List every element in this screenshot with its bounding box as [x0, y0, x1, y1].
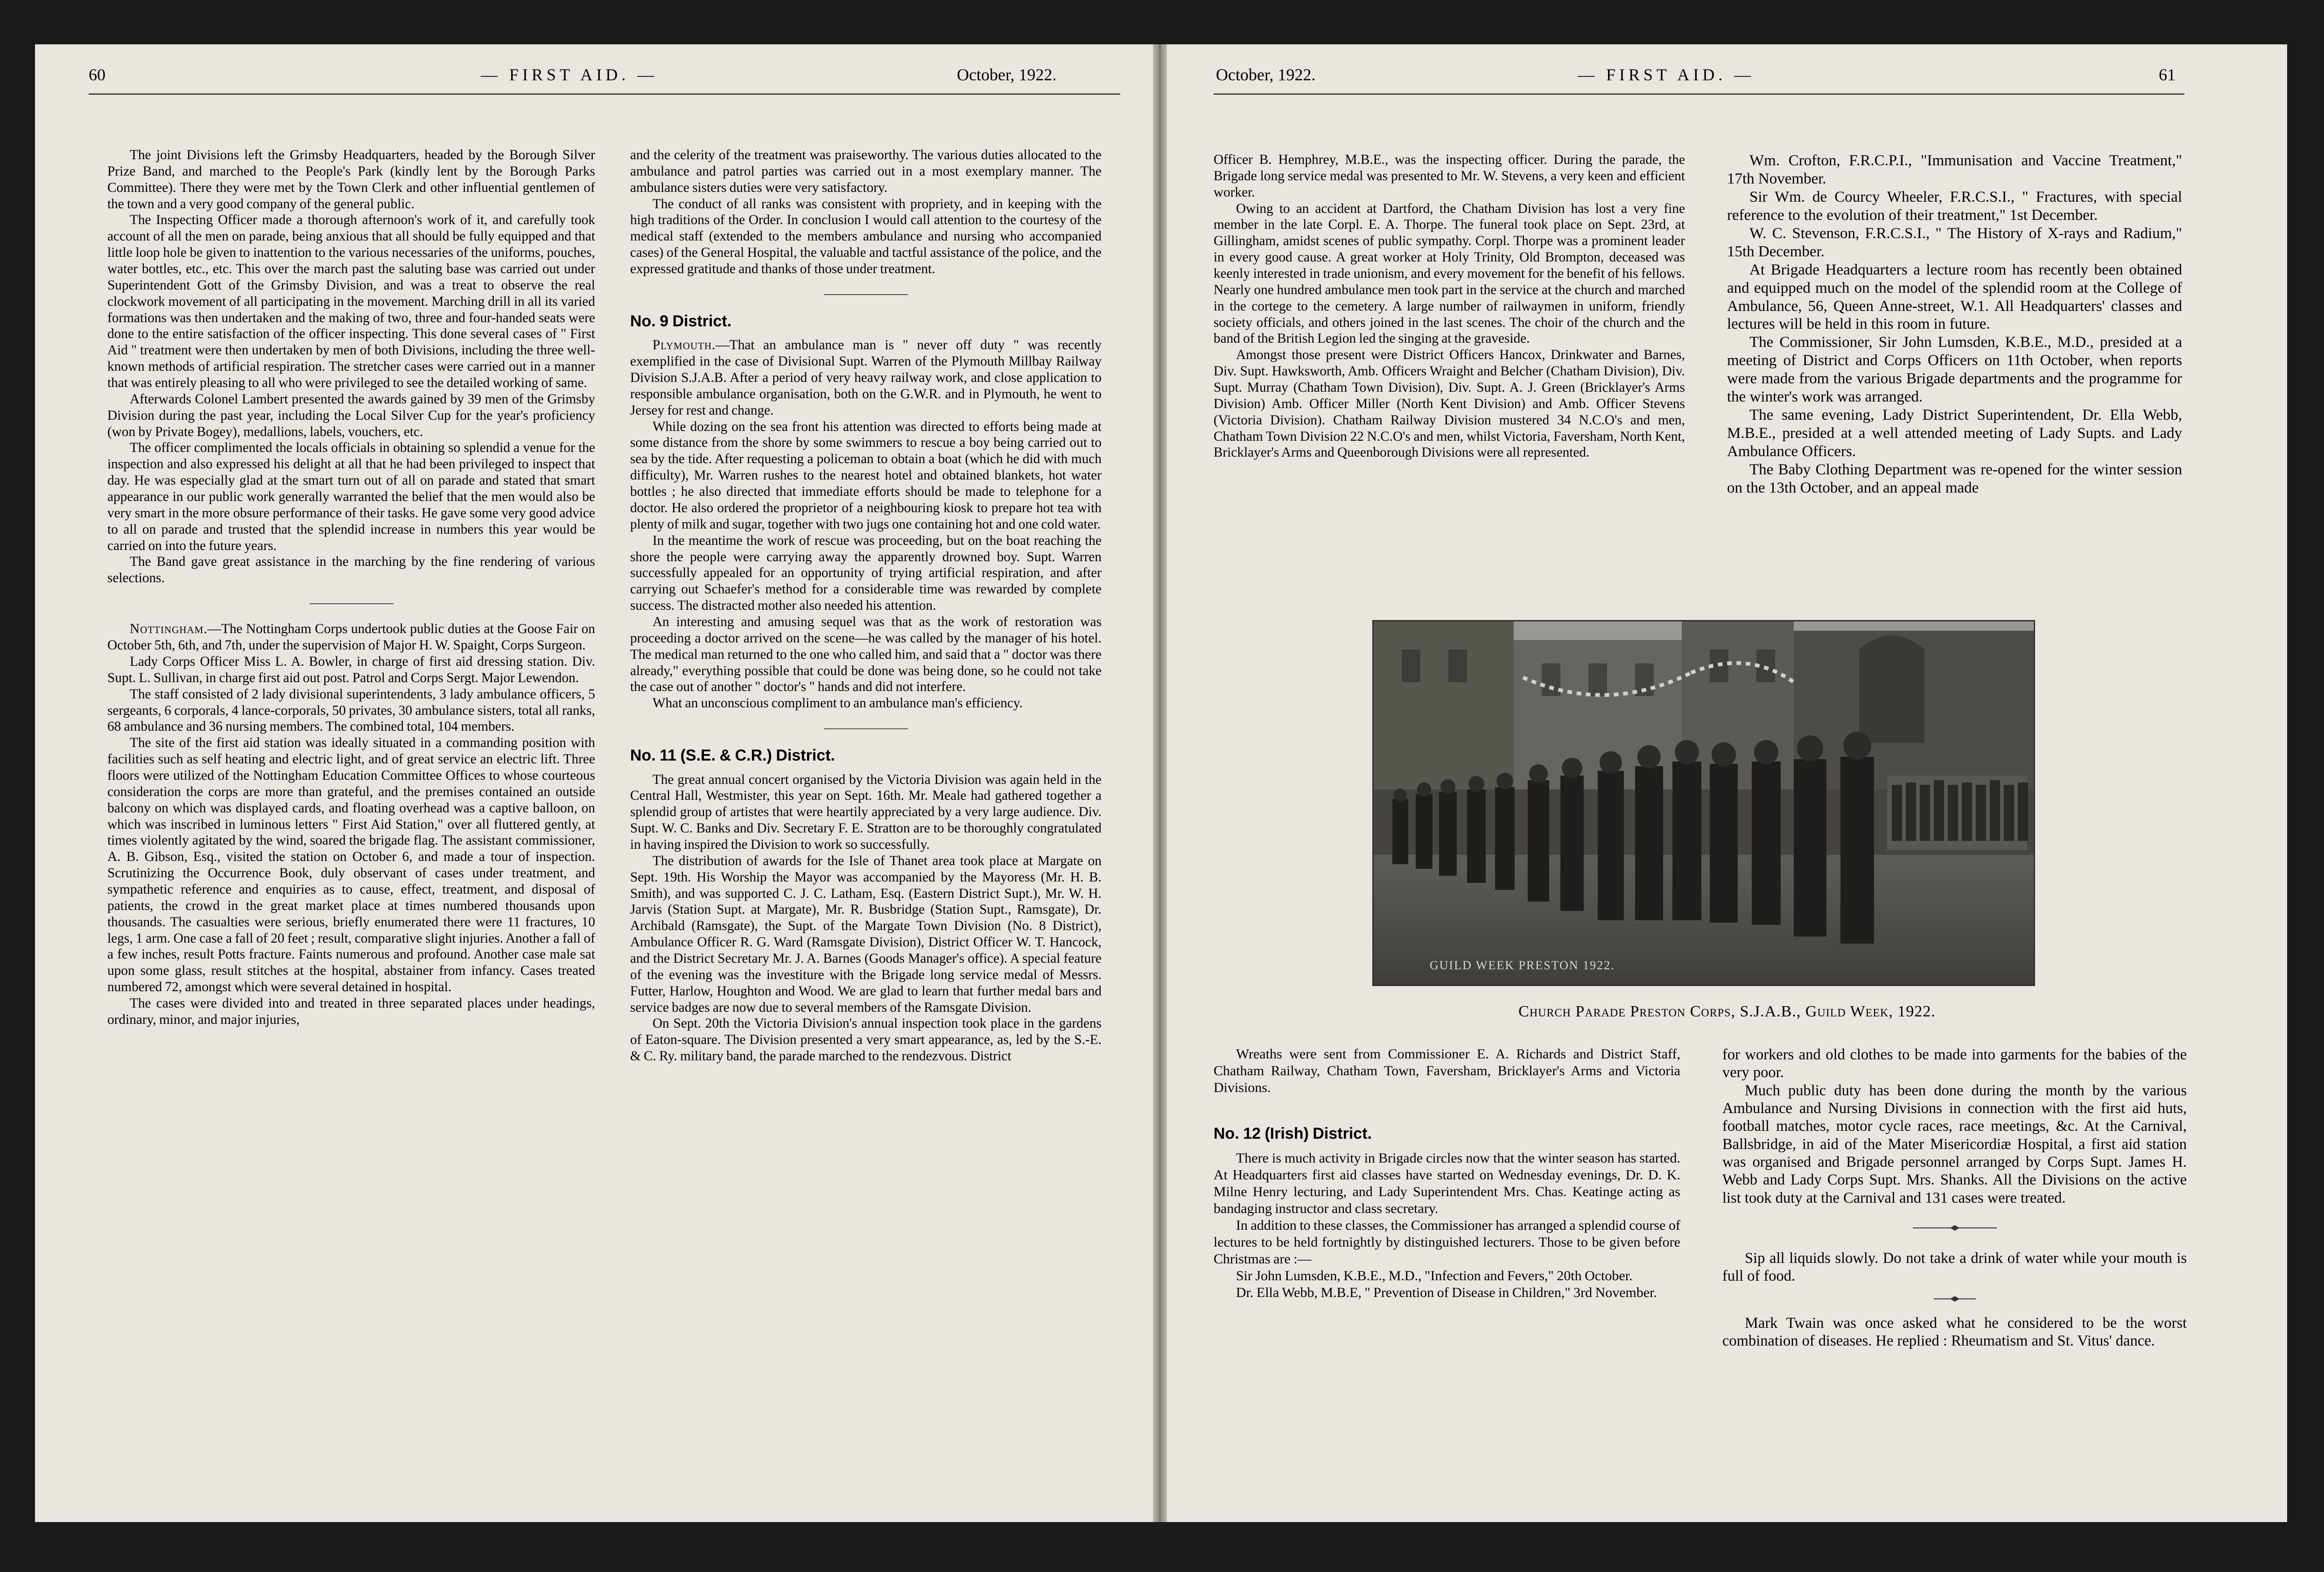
paragraph-text: —That an ambulance man is " never off duty " was recently exemplified in the case of Divisional Supt. Warren of the Plymouth Millbay Railway Division S.J.A.B. After a period of very heavy railway work, and close application to responsible ambulance organisation, both on the G.W.R. and in Plymouth, he went to Jersey for rest and change. [630, 338, 1102, 418]
paragraph: Wm. Crofton, F.R.C.P.I., "Immunisation and Vaccine Treatment," 17th November. [1727, 152, 2182, 187]
paragraph: Owing to an accident at Dartford, the Chatham Division has lost a very fine member in the late Corpl. E. A. Thorpe. The funeral took place on Sept. 23rd, at Gillingham, amidst scenes of public sympathy. Corpl. Thorpe was a prominent leader in every good cause. A great worker at Holy Trinity, Old Brompton, deceased was keenly interested in trade unionism, and every movement for the benefit of his fellows. Nearly one hundred ambulance men took part in the service at the church and marched in the cortege to the cemetery. A large number of railwaymen in uniform, friendly society officials, and others joined in the last scenes. The choir of the church and the band of the British Legion led the singing at the graveside. [1214, 201, 1685, 346]
header-rule-left [89, 93, 1120, 95]
ornament-divider [1722, 1291, 2187, 1306]
paragraph: Afterwards Colonel Lambert presented the awards gained by 39 men of the Grimsby Division during the past year, including the Local Silver Cup for the year's proficiency (won by Private Bogey), medallions, labels, vouchers, etc. [107, 391, 595, 439]
section-heading: No. 9 District. [630, 312, 732, 330]
paragraph: The Baby Clothing Department was re-opened for the winter session on the 13th October, and an appeal made [1727, 461, 2182, 496]
paragraph: The conduct of all ranks was consistent with propriety, and in keeping with the high traditions of the Order. In conclusion I would call attention to the courtesy of the medical staff (extended to the members ambulance and nursing who accompanied cases) of the General Hospital, the valuable and tactful assistance of the police, and the expressed gratitude and thanks of those under treatment. [630, 196, 1102, 277]
paragraph: What an unconscious compliment to an ambulance man's efficiency. [653, 696, 1023, 711]
right-column-1-bottom [1214, 1046, 1680, 1301]
paragraph: The cases were divided into and treated in three separated places under headings, ordinary, minor, and major injuries, [107, 995, 595, 1027]
section-divider [824, 728, 908, 729]
ornament-divider [1722, 1221, 2187, 1235]
paragraph: In addition to these classes, the Commissioner has arranged a splendid course of lectures to be held fortnightly by distinguished lecturers. Those to be given before Christmas are :— [1214, 1217, 1680, 1267]
issue-date-left: October, 1922. [957, 65, 1057, 84]
paragraph: The officer complimented the locals officials in obtaining so splendid a venue for the inspection and also expressed his delight at all that he had been privileged to inspect that day. He was especially glad at the smart turn out of all on parade and stated that smart appearance in our public work generally warranted the belief that the men would also be very smart in the more obsure performance of their tasks. He gave some very good advice to all on parade and trusted that the splendid increase in numbers this year would be carried on into the future years. [107, 440, 595, 553]
paragraph: Mark Twain was once asked what he considered to be the worst combination of diseases. He replied : Rheumatism and St. Vitus' dance. [1722, 1315, 2187, 1350]
paragraph: On Sept. 20th the Victoria Division's annual inspection took place in the gardens of Eaton-square. The Division presented a very smart appearance, as, led by the S.-E. & C. Ry. military band, the parade marched to the rendezvous. District [630, 1016, 1102, 1064]
paragraph: Lady Corps Officer Miss L. A. Bowler, in charge of first aid dressing station. Div. Supt. L. Sullivan, in charge first aid out post. Patrol and Corps Sergt. Major Lewendon. [107, 654, 595, 685]
paragraph: At Brigade Headquarters a lecture room has recently been obtained and equipped much on the model of the splendid room at the College of Ambulance, 56, Queen Anne-street, W.1. All Headquarters' classes and lectures will be held in this room in future. [1727, 261, 2182, 333]
paragraph: Amongst those present were District Officers Hancox, Drinkwater and Barnes, Div. Supt. Hawksworth, Amb. Officers Wraight and Belcher (Chatham Division), Div. Supt. Murray (Chatham Town Division), Div. Supt. A. J. Green (Bricklayer's Arms Division) Amb. Officer Miller (North Kent Division) and Amb. Officer Stevens (Victoria Division). Chatham Railway Division mustered 34 N.C.O's and men, Chatham Town Division 22 N.C.O's and men, whilst Victoria, Faversham, North Kent, Bricklayer's Arms and Queenborough Divisions were all represented. [1214, 347, 1685, 460]
paragraph: Much public duty has been done during the month by the various Ambulance and Nursing Divisions in connection with the first aid huts, football matches, motor cycle races, race meetings, &c. At the Carnival, Ballsbridge, in aid of the Mater Misericordiæ Hospital, a first aid station was organised and Brigade personnel arranged by Corps Supt. James H. Webb and Lady Corps Supt. Mrs. Shanks. All the Divisions on the active list took duty at the Carnival and 131 cases were treated. [1722, 1082, 2187, 1206]
paragraph [107, 621, 595, 654]
paragraph: The site of the first aid station was ideally situated in a commanding position with facilities such as self heating and electric light, and of great service an electric lift. Three floors were utilized of the Nottingham Education Committee Offices to whose courteous consideration the corps are more than grateful, and the premises contained an outside balcony on which was displayed cards, and floating overhead was a captive balloon, on which was inscribed in luminous letters " First Aid Station," over all fluttered gently, at times violently agitated by the wind, soared the brigade flag. The assistant commissioner, A. B. Gibson, Esq., visited the station on October 6, and made a tour of inspection. Scrutinizing the Occurrence Book, duly observant of cases under treatment, and sympathetic reference and enquiries as to cause, effect, treatment, and disposal of patients, the crowd in the great market place at times numbered thousands upon thousands. The casualties were serious, briefly enumerated there were 11 fractures, 10 legs, 1 arm. One case a fall of 20 feet ; result, comparative slight injuries. Another a fall of a few inches, result Potts fracture. Faints numerous and profound. Another case male sat upon some glass, result stitches at the hospital, abstainer from infancy. Cases treated numbered 72, amongst which were several detained in hospital. [107, 735, 595, 995]
paragraph: Dr. Ella Webb, M.B.E, " Prevention of Disease in Children," 3rd November. [1236, 1284, 1657, 1300]
issue-date-right: October, 1922. [1216, 65, 1316, 84]
paragraph: The great annual concert organised by the Victoria Division was again held in the Central Hall, Westmister, this year on Sept. 16th. Mr. Meale had gathered together a splendid group of artistes that were heartily appreciated by a very large audience. Div. Supt. W. C. Banks and Div. Secretary F. E. Stratton are to be thoroughly congratulated in having inspired the Division to work so successfully. [630, 772, 1102, 852]
right-column-2-bottom [1722, 1046, 2187, 1350]
left-column-2 [630, 147, 1102, 1064]
ornament-icon [1934, 1296, 1976, 1302]
book-gutter [1153, 44, 1167, 1522]
section-heading: No. 12 (Irish) District. [1214, 1125, 1372, 1142]
photo-caption [1167, 1003, 2287, 1021]
paragraph: An interesting and amusing sequel was that as the work of restoration was proceeding a doctor arrived on the scene—he was called by the manager of his hotel. The medical man returned to the one who called him, and said that a " doctor was there already," everything possible that could be done was being done, so he could not take the case out of another " doctor's " hands and did not interfere. [630, 614, 1102, 695]
paragraph: The Commissioner, Sir John Lumsden, K.B.E., M.D., presided at a meeting of District and Corps Officers on 11th October, when reports were made from the various Brigade departments and the programme for the winter's work was arranged. [1727, 334, 2182, 406]
photo-image [1374, 621, 2034, 985]
header-rule-right [1214, 93, 2184, 95]
paragraph: There is much activity in Brigade circles now that the winter season has started. At Headquarters first aid classes have started on Wednesday evenings, Dr. D. K. Milne Henry lecturing, and Lady Superintendent Mrs. Chas. Keatinge acting as bandaging instructor and class secretary. [1214, 1150, 1680, 1216]
page-number-right: 61 [2159, 65, 2176, 84]
paragraph: Officer B. Hemphrey, M.B.E., was the inspecting officer. During the parade, the Brigade long service medal was presented to Mr. W. Stevens, a very keen and efficient worker. [1214, 152, 1685, 200]
place-lead: Nottingham. [130, 621, 208, 637]
paragraph: The joint Divisions left the Grimsby Headquarters, headed by the Borough Silver Prize Band, and marched to the People's Park (kindly lent by the Borough Parks Committee). There they were met by the Town Clerk and other influential gentlemen of the town and a very good company of the general public. [107, 148, 595, 211]
left-column-1 [107, 147, 595, 1028]
paragraph: Sir Wm. de Courcy Wheeler, F.R.C.S.I., " Fractures, with special reference to the evolution of their treatment," 1st December. [1727, 188, 2182, 224]
paragraph: While dozing on the sea front his attention was directed to efforts being made at some distance from the shore by some swimmers to rescue a boy being carried out to sea by the tide. After requesting a policeman to obtain a boat (which he did with much difficulty), Mr. Warren rushes to the nearest hotel and obtained blankets, hot water bottles ; he also directed that immediate efforts should be made to telephone for a doctor. He also ordered the proprietor of a neighbouring kiosk to prepare hot tea with plenty of milk and sugar, together with two jugs one containing hot and one cold water. [630, 419, 1102, 532]
paragraph: The Band gave great assistance in the marching by the fine rendering of various selections. [107, 554, 595, 586]
section-divider [824, 294, 908, 295]
section-divider [309, 603, 393, 604]
paragraph: W. C. Stevenson, F.R.C.S.I., " The History of X-rays and Radium," 15th December. [1727, 225, 2182, 260]
running-title-left: — FIRST AID. — [481, 65, 658, 84]
right-column-2-top [1727, 152, 2182, 497]
place-lead: Plymouth. [653, 338, 716, 353]
paragraph: Sip all liquids slowly. Do not take a drink of water while your mouth is full of food. [1722, 1249, 2187, 1285]
section-heading: No. 11 (S.E. & C.R.) District. [630, 747, 835, 765]
paragraph: The same evening, Lady District Superintendent, Dr. Ella Webb, M.B.E., presided at a well attended meeting of Lady Supts. and Lady Ambulance Officers. [1727, 407, 2182, 460]
paragraph: The distribution of awards for the Isle of Thanet area took place at Margate on Sept. 19th. His Worship the Mayor was accompanied by the Mayoress (Mr. H. B. Smith), and was supported C. J. C. Latham, Esq. (Eastern District Supt.), Mr. W. H. Jarvis (Station Supt. at Margate), Mr. R. Busbridge (Station Supt., Ramsgate), Dr. Archibald (Ramsgate), the Supt. of the Margate Town Division (No. 8 District), Ambulance Officer R. G. Ward (Ramsgate Division), District Officer W. T. Hancock, and the District Secretary Mr. J. A. Barnes (Goods Manager's office). A special feature of the evening was the investiture with the Brigade long service medal of Messrs. Futter, Harlow, Houghton and Wood. We are glad to learn that further medal bars and service badges are now due to several members of the Ramsgate Division. [630, 853, 1102, 1015]
page-number-left: 60 [89, 65, 105, 84]
paragraph-text: —The Nottingham Corps undertook public duties at the Goose Fair on October 5th, 6th, and 7th, under the supervision of Major H. W. Spaight, Corps Surgeon. [107, 621, 595, 653]
photo-inset-text: GUILD WEEK PRESTON 1922. [1430, 959, 1615, 972]
paragraph: The Inspecting Officer made a thorough afternoon's work of it, and carefully took account of all the men on parade, being anxious that all should be fully equipped and that little loop hole be given to inattention to the various necessaries of the uniforms, pouches, water bottles, etc., etc. This over the march past the saluting base was carried out under Superintendent Gott of the Grimsby Division, and was a treat to observe the real clockwork movement of all participating in the movement. Marching drill in all its varied formations was then undertaken and the making of two, three and four-handed seats were done to the entire satisfaction of the officer inspecting. This done several cases of " First Aid " treatment were then undertaken by men of both Divisions, including the three well-known methods of artificial respiration. The stretcher cases were carried out in a manner that was entirely pleasing to all who were privileged to see the detailed working of same. [107, 212, 595, 391]
paragraph: Wreaths were sent from Commissioner E. A. Richards and District Staff, Chatham Railway, Chatham Town, Faversham, Bricklayer's Arms and Victoria Divisions. [1214, 1046, 1680, 1095]
caption-text: Church Parade Preston Corps, S.J.A.B., Guild Week, 1922. [1518, 1003, 1936, 1020]
paragraph: In the meantime the work of rescue was proceeding, but on the boat reaching the shore the people were carrying away the apparently drowned boy. Supt. Warren successfully appealed for an opportunity of trying artificial respiration, and after carrying out Schaefer's method for a considerable time was rewarded by complete success. The distracted mother also needed his attention. [630, 533, 1102, 613]
paragraph: for workers and old clothes to be made into garments for the babies of the very poor. [1722, 1046, 2187, 1081]
paragraph [630, 337, 1102, 418]
ornament-icon [1913, 1224, 1997, 1232]
paragraph: and the celerity of the treatment was praiseworthy. The various duties allocated to the ambulance and patrol parties was carried out in a most exemplary manner. The ambulance sisters duties were very satisfactory. [630, 148, 1102, 195]
right-column-1-top [1214, 152, 1685, 461]
paragraph: Sir John Lumsden, K.B.E., M.D., "Infection and Fevers," 20th October. [1236, 1268, 1633, 1283]
running-title-right: — FIRST AID. — [1578, 65, 1755, 84]
parade-photograph [1372, 620, 2035, 986]
paragraph: The staff consisted of 2 lady divisional superintendents, 3 lady ambulance officers, 5 sergeants, 6 corporals, 4 lance-corporals, 50 privates, 30 ambulance sisters, total all ranks, 68 ambulance and 36 nursing members. The combined total, 104 members. [107, 686, 595, 734]
